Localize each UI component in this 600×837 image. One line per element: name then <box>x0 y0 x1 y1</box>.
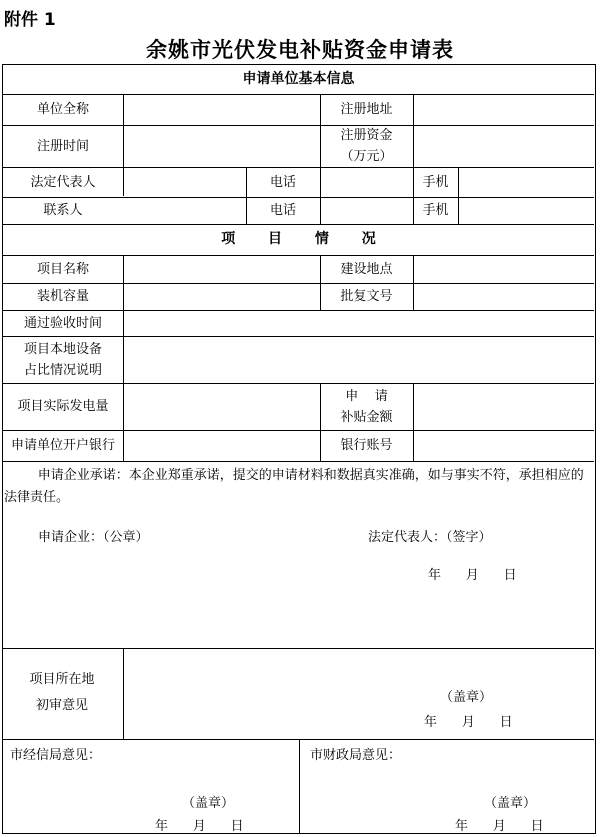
approval-no-field[interactable] <box>413 283 594 310</box>
label-legal-rep-mobile: 手机 <box>422 174 449 190</box>
label-capacity: 装机容量 <box>36 289 89 304</box>
reg-capital-field[interactable] <box>413 125 594 167</box>
build-site-field[interactable] <box>413 255 594 283</box>
label-local-opinion <box>2 647 122 738</box>
label-actual-generation: 项目实际发电量 <box>17 399 109 414</box>
legal-rep-phone-field[interactable] <box>320 167 413 197</box>
label-subsidy-line1: 申 请 <box>345 388 388 404</box>
account-field[interactable] <box>413 430 594 461</box>
pledge-text: 申请企业承诺：本企业郑重承诺，提交的申请材料和数据真实准确，如与事实不符，承担相应的法律责任。 <box>4 468 584 505</box>
label-reg-capital-line2: （万元） <box>340 149 393 164</box>
finance-bureau-seal: （盖章） <box>484 796 537 811</box>
label-build-site: 建设地点 <box>340 261 393 277</box>
local-opinion-date: 年 月 日 <box>424 715 513 730</box>
section-project-info: 项 目 情 况 <box>221 231 390 247</box>
label-legal-rep-phone: 电话 <box>269 174 296 190</box>
label-subsidy-line2: 补贴金额 <box>340 409 393 425</box>
label-local-equipment-line2: 占比情况说明 <box>23 362 102 378</box>
acceptance-time-field[interactable] <box>123 310 594 336</box>
label-acceptance-time: 通过验收时间 <box>23 315 102 331</box>
label-approval-no: 批复文号 <box>340 289 393 304</box>
unit-name-field[interactable] <box>123 94 320 125</box>
contact-phone-field[interactable] <box>320 197 413 224</box>
finance-bureau-date: 年 月 日 <box>455 819 544 834</box>
label-finance-bureau: 市财政局意见： <box>310 748 402 763</box>
subsidy-amount-field[interactable] <box>413 383 594 430</box>
attachment-label: 附件 1 <box>4 10 56 30</box>
actual-generation-field[interactable] <box>123 383 320 430</box>
contact-mobile-field[interactable] <box>458 197 594 224</box>
label-local-opinion-line1: 项目所在地 <box>29 671 95 687</box>
reg-address-field[interactable] <box>413 94 594 125</box>
econ-bureau-date: 年 月 日 <box>155 819 244 834</box>
label-local-equipment <box>3 336 123 383</box>
label-econ-bureau: 市经信局意见： <box>10 748 102 763</box>
label-reg-capital <box>320 125 413 167</box>
econ-bureau-seal: （盖章） <box>182 796 235 811</box>
form-title: 余姚市光伏发电补贴资金申请表 <box>146 38 454 62</box>
label-account: 银行账号 <box>340 438 393 453</box>
label-reg-time: 注册时间 <box>36 138 89 154</box>
label-contact-phone: 电话 <box>269 203 296 218</box>
label-reg-capital-line1: 注册资金 <box>340 128 393 143</box>
reg-time-field[interactable] <box>123 125 320 167</box>
local-opinion-seal: （盖章） <box>440 690 493 705</box>
label-local-opinion-line2: 初审意见 <box>35 697 88 713</box>
label-bank: 申请单位开户银行 <box>10 438 115 453</box>
legal-rep-field[interactable] <box>123 167 246 197</box>
label-contact: 联系人 <box>43 203 83 218</box>
project-name-field[interactable] <box>123 255 320 283</box>
local-equipment-field[interactable] <box>123 336 594 383</box>
label-unit-name: 单位全称 <box>36 102 89 117</box>
section-applicant-info: 申请单位基本信息 <box>242 71 355 87</box>
label-subsidy-amount <box>320 383 413 430</box>
label-project-name: 项目名称 <box>36 261 89 277</box>
label-reg-address: 注册地址 <box>340 102 393 117</box>
label-legal-rep: 法定代表人 <box>30 174 96 190</box>
label-contact-mobile: 手机 <box>422 203 449 218</box>
bank-field[interactable] <box>123 430 320 461</box>
capacity-field[interactable] <box>123 283 320 310</box>
pledge-legal-sign: 法定代表人：（签字） <box>368 530 492 545</box>
label-local-equipment-line1: 项目本地设备 <box>23 341 102 357</box>
contact-field[interactable] <box>123 197 246 224</box>
pledge-company-seal: 申请企业：（公章） <box>38 530 149 545</box>
pledge-date: 年 月 日 <box>428 568 517 583</box>
legal-rep-mobile-field[interactable] <box>458 167 594 197</box>
